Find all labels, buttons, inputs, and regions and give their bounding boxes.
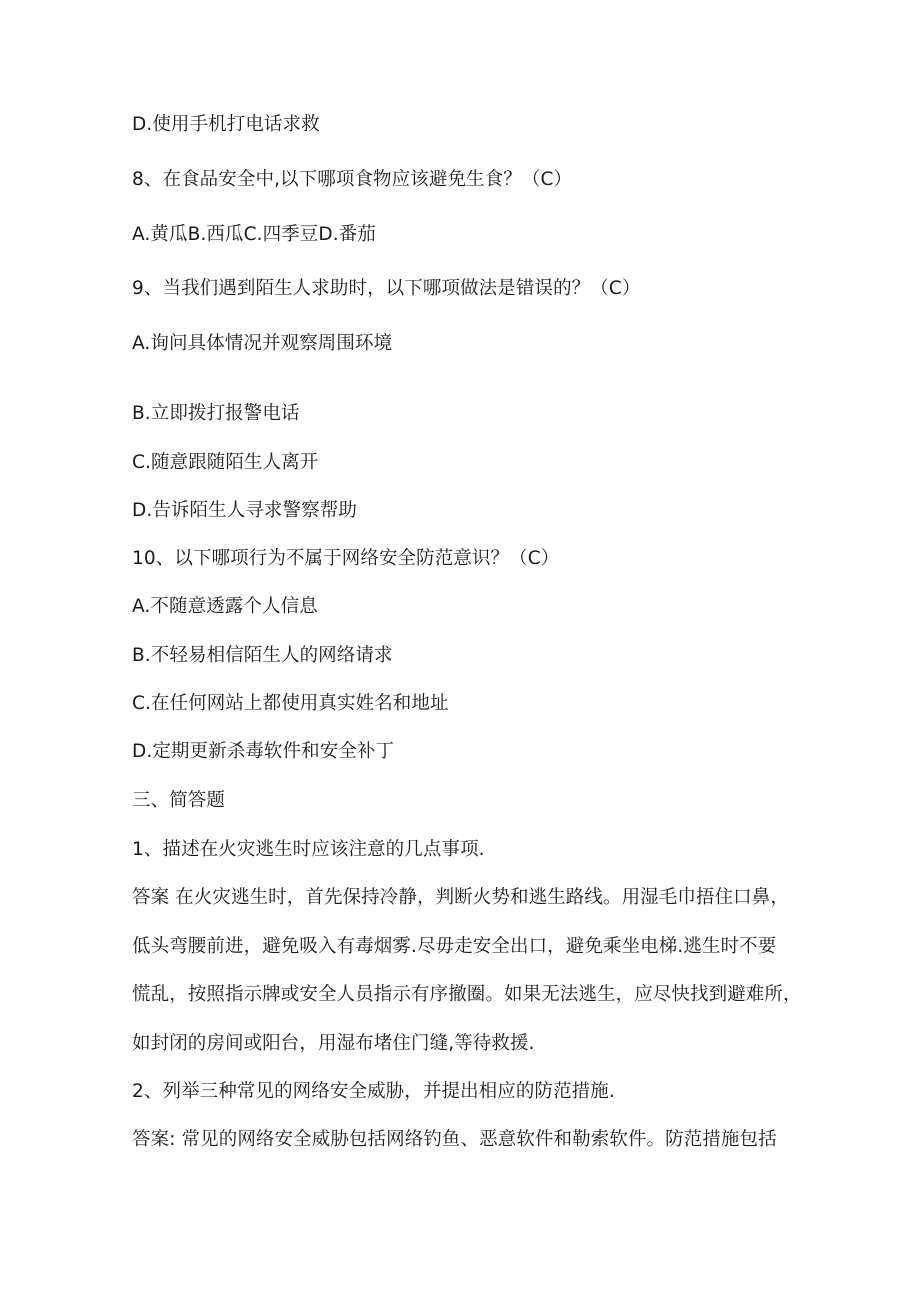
short-question-1: 1、描述在火灾逃生时应该注意的几点事项. (132, 839, 485, 860)
options-8: A.黄瓜B.西瓜C.四季豆D.番茄 (132, 224, 376, 245)
answer-1-line-3: 慌乱，按照指示牌或安全人员指示有序撤圈。如果无法逃生，应尽快找到避难所， (132, 984, 802, 1005)
option-9a: A.询问具体情况并观察周围环境 (132, 333, 393, 354)
option-7d: D.使用手机打电话求救 (132, 114, 320, 135)
option-9b: B.立即拨打报警电话 (132, 403, 300, 424)
option-9c: C.随意跟随陌生人离开 (132, 452, 319, 473)
option-10b: B.不轻易相信陌生人的网络请求 (132, 645, 393, 666)
answer-2-line-1: 答案: 常见的网络安全威胁包括网络钓鱼、恶意软件和勒索软件。防范措施包括 (132, 1129, 777, 1150)
option-10a: A.不随意透露个人信息 (132, 596, 318, 617)
option-10d: D.定期更新杀毒软件和安全补丁 (132, 741, 395, 762)
question-8: 8、在食品安全中,以下哪项食物应该避免生食？（C） (132, 169, 573, 190)
question-9: 9、当我们遇到陌生人求助时，以下哪项做法是错误的？（C） (132, 278, 641, 299)
option-10c: C.在任何网站上都使用真实姓名和地址 (132, 693, 449, 714)
question-10: 10、以下哪项行为不属于网络安全防范意识？（C） (132, 548, 560, 569)
option-9d: D.告诉陌生人寻求警察帮助 (132, 500, 357, 521)
short-question-2: 2、列举三种常见的网络安全威胁，并提出相应的防范措施. (132, 1081, 615, 1102)
section-heading: 三、简答题 (132, 790, 226, 811)
answer-1-line-4: 如封闭的房间或阳台，用湿布堵住门缝,等待救援. (132, 1033, 535, 1054)
answer-1-line-1: 答案 在火灾逃生时，首先保持冷静，判断火势和逃生路线。用湿毛巾捂住口鼻， (132, 887, 789, 908)
answer-1-line-2: 低头弯腰前进，避免吸入有毒烟雾.尽毋走安全出口，避免乘坐电梯.逃生时不要 (132, 936, 777, 957)
